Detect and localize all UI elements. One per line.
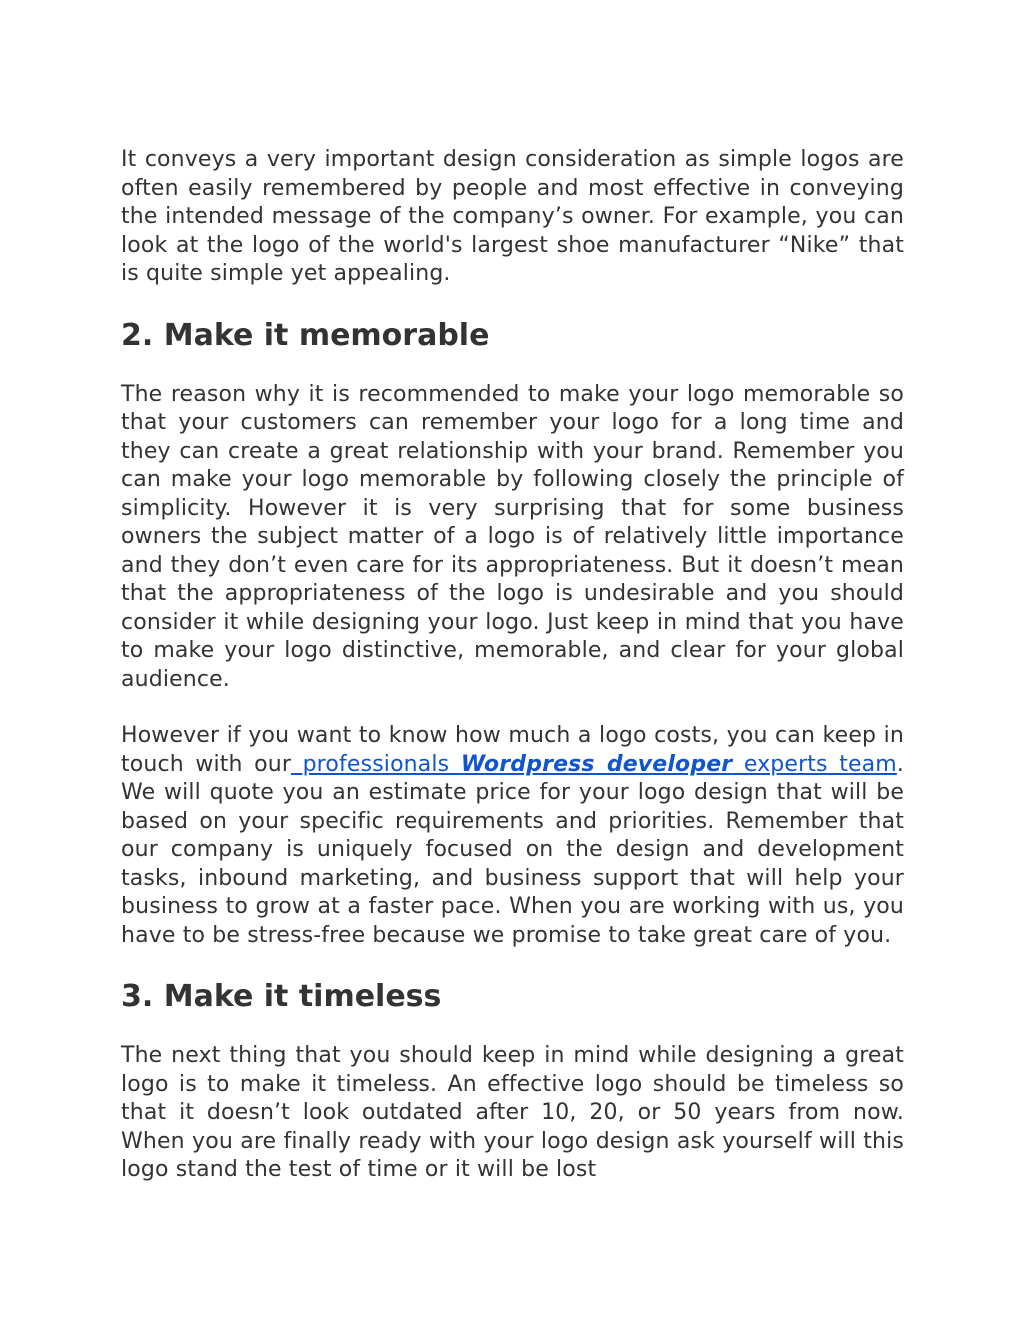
contact-text-before: However if you want to know how much a logo costs, you can keep in touch with our: [121, 723, 904, 777]
link-text-professionals: professionals: [291, 751, 461, 777]
link-text-wordpress-developer: Wordpress developer: [460, 751, 733, 777]
intro-paragraph: It conveys a very important design consideration as simple logos are often easily remembered by people and most effective in conveying the intended message of the company’s owner. For example, you can look at the logo of the world's largest shoe manufacturer “Nike” that is quite simple yet appealing.: [121, 147, 904, 286]
timeless-paragraph: The next thing that you should keep in mind while designing a great logo is to make it timeless. An effective logo should be timeless so that it doesn’t look outdated after 10, 20, or 50 years from now. When you are finally ready with your logo design ask yourself will this logo stand the test of time or it will be lost: [121, 1043, 904, 1182]
document-page: [121, 146, 904, 1185]
contact-paragraph: [121, 722, 904, 950]
link-text-experts-team: experts team: [732, 751, 897, 777]
experts-team-link[interactable]: [291, 752, 897, 777]
memorable-paragraph: The reason why it is recommended to make your logo memorable so that your customers can remember your logo for a long time and they can create a great relationship with your brand. Remember you can make your logo memorable by following closely the principle of simplicity. However it is very surprising that for some business owners the subject matter of a logo is of relatively little importance and they don’t even care for its appropriateness. But it doesn’t mean that the appropriateness of the logo is undesirable and you should consider it while designing your logo. Just keep in mind that you have to make your logo distinctive, memorable, and clear for your global audience.: [121, 381, 904, 692]
heading-make-it-memorable: 2. Make it memorable: [121, 317, 490, 353]
contact-text-after: . We will quote you an estimate price for your logo design that will be based on your specific requirements and priorities. Remember that our company is uniquely focused on the design and development tasks, inbound marketing, and business support that will help your business to grow at a faster pace. When you are working with us, you have to be stress-free because we promise to take great care of you.: [121, 751, 905, 948]
heading-make-it-timeless: 3. Make it timeless: [121, 979, 442, 1014]
